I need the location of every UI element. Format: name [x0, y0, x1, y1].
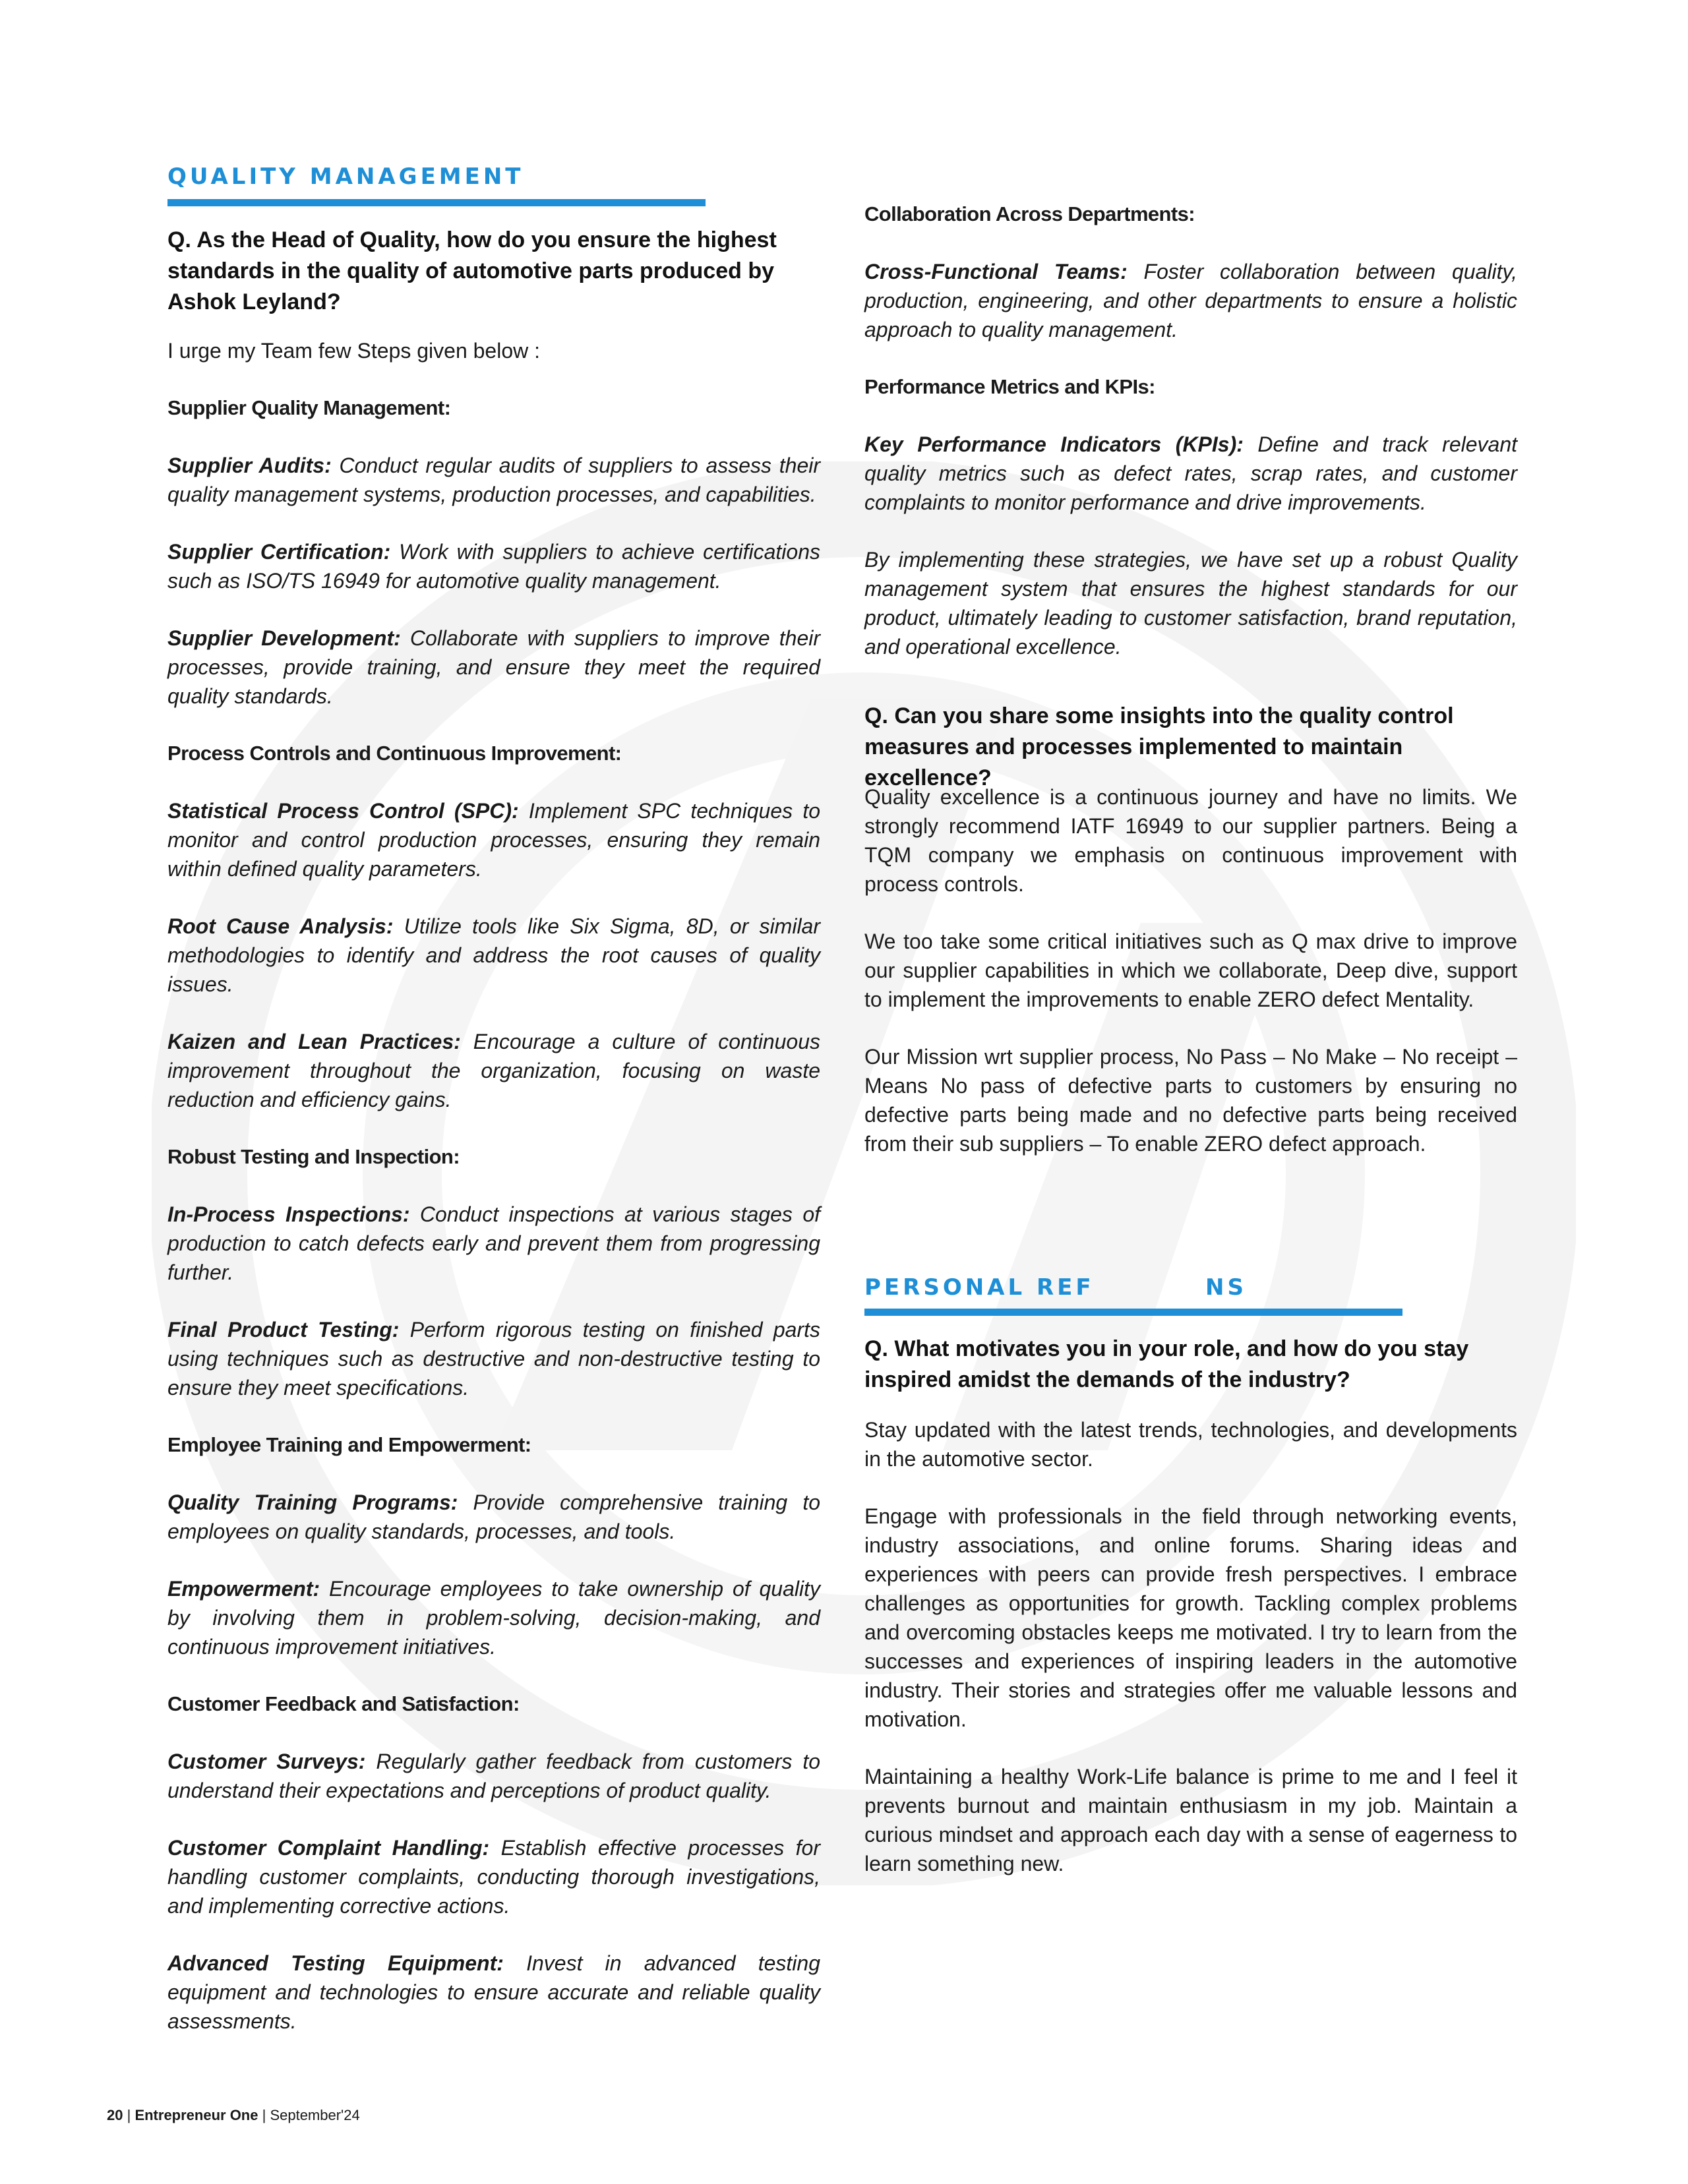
strategy-item-text: Work with suppliers to achieve certifications such as ISO/TS 16949 for automotive quality management. — [167, 540, 821, 593]
strategy-item-text: Invest in advanced testing equipment and technologies to ensure accurate and reliable quality assessments. — [167, 1951, 821, 2033]
strategy-item-label: Root Cause Analysis: — [167, 914, 394, 938]
strategy-item-label: Supplier Development: — [167, 626, 401, 650]
strategy-item-text: Conduct inspections at various stages of production to catch defects early and prevent them from progressing further. — [167, 1202, 821, 1284]
answer-2-paragraph: Our Mission wrt supplier process, No Pass – No Make – No receipt – Means No pass of defective parts to customers by ensuring no defective parts being made and no defective parts being received from their sub suppliers – To enable ZERO defect approach. — [864, 1045, 1517, 1156]
strategy-item-label: Kaizen and Lean Practices: — [167, 1030, 461, 1053]
answer-3-paragraph: Stay updated with the latest trends, technologies, and developments in the automotive sector. — [864, 1418, 1517, 1471]
answer-2 — [864, 782, 1517, 1187]
intro-text: I urge my Team few Steps given below : — [167, 339, 541, 363]
question-1: Q. As the Head of Quality, how do you ensure the highest standards in the quality of automotive parts produced by Ashok Leyland? — [167, 227, 777, 314]
left-flow — [167, 336, 820, 2064]
strategy-item — [167, 624, 820, 711]
question-2: Q. Can you share some insights into the quality control measures and processes implemented to maintain excellence? — [864, 703, 1454, 790]
strategy-item-text: Establish effective processes for handling customer complaints, conducting thorough investigations, and implementing corrective actions. — [167, 1836, 821, 1918]
subheading: Employee Training and Empowerment: — [167, 1433, 531, 1456]
answer-2-paragraph: Quality excellence is a continuous journey and have no limits. We strongly recommend IATF 16949 to our supplier partners. Being a TQM company we emphasis on continuous improvement with process controls. — [864, 785, 1517, 896]
strategy-item — [167, 1315, 820, 1402]
strategy-item-text: Collaborate with suppliers to improve their processes, provide training, and ensure they meet the required quality standards. — [167, 626, 821, 708]
strategy-item-label: In-Process Inspections: — [167, 1202, 410, 1226]
subheading: Robust Testing and Inspection: — [167, 1145, 460, 1168]
page-number: 20 — [107, 2107, 123, 2123]
strategy-item-label: Empowerment: — [167, 1577, 320, 1601]
right-flow-top — [864, 200, 1517, 690]
strategy-item-label: Cross-Functional Teams: — [864, 260, 1128, 283]
strategy-item — [167, 1027, 820, 1114]
section-rule — [864, 1309, 1402, 1316]
strategy-item — [167, 1574, 820, 1661]
strategy-item — [167, 537, 820, 595]
left-groups — [167, 394, 820, 2036]
strategy-item — [864, 257, 1517, 344]
strategy-item-label: Key Performance Indicators (KPIs): — [864, 432, 1244, 456]
section-rule — [167, 199, 706, 206]
answer-3-paragraph: Engage with professionals in the field through networking events, industry associations, and online forums. Sharing ideas and experiences with peers can provide fresh perspectives. I embrace challenges as opportunities for growth. Tackling complex problems and overcoming obstacles keeps me motivated. I try to learn from the successes and experiences of inspiring leaders in the automotive industry. Their stories and strategies offer me valuable lessons and motivation. — [864, 1504, 1517, 1731]
section-title-personal-reflections: PERSONAL REF NS — [864, 1274, 1247, 1301]
strategy-item — [167, 796, 820, 883]
strategy-item-text: Define and track relevant quality metrics such as defect rates, scrap rates, and customer complaints to monitor performance and drive improvements. — [864, 432, 1518, 514]
subheading: Performance Metrics and KPIs: — [864, 375, 1155, 398]
subheading: Collaboration Across Departments: — [864, 202, 1195, 225]
section-title-quality-management: QUALITY MANAGEMENT — [167, 163, 524, 190]
subheading: Process Controls and Continuous Improvement: — [167, 742, 622, 765]
answer-2-paragraph: We too take some critical initiatives such as Q max drive to improve our supplier capabilities in which we collaborate, Deep dive, support to implement the improvements to enable ZERO defect Mentality. — [864, 930, 1517, 1011]
strategy-item-text: Encourage employees to take ownership of quality by involving them in problem-solving, decision-making, and continuous improvement initiatives. — [167, 1577, 820, 1659]
strategy-item — [167, 1200, 820, 1287]
strategy-item-label: Statistical Process Control (SPC): — [167, 799, 519, 823]
strategy-item — [167, 1949, 820, 2036]
strategy-item — [167, 1833, 820, 1920]
strategy-item-text: Conduct regular audits of suppliers to assess their quality management systems, production processes, and capabilities. — [167, 454, 821, 506]
strategy-item-text: Encourage a culture of continuous improvement throughout the organization, focusing on waste reduction and efficiency gains. — [167, 1030, 821, 1111]
question-3: Q. What motivates you in your role, and how do you stay inspired amidst the demands of the industry? — [864, 1336, 1469, 1392]
footer-separator: | — [258, 2107, 270, 2123]
strategy-item-text: Implement SPC techniques to monitor and control production processes, ensuring they remain within defined quality parameters. — [167, 799, 821, 881]
strategy-item — [864, 430, 1517, 517]
strategy-item — [167, 451, 820, 509]
strategy-item-label: Supplier Certification: — [167, 540, 391, 564]
answer-3-paragraph: Maintaining a healthy Work-Life balance is prime to me and I feel it prevents burnout and maintain enthusiasm in my job. Maintain a curious mindset and approach each day with a sense of eagerness to learn something new. — [864, 1765, 1517, 1875]
subheading: Supplier Quality Management: — [167, 396, 451, 419]
strategy-item-text: Regularly gather feedback from customers to understand their expectations and perceptions of product quality. — [167, 1750, 821, 1802]
strategy-item-label: Customer Surveys: — [167, 1750, 366, 1773]
strategy-item-label: Quality Training Programs: — [167, 1490, 458, 1514]
strategy-item-text: Provide comprehensive training to employees on quality standards, processes, and tools. — [167, 1490, 820, 1543]
page-footer — [107, 2107, 360, 2124]
answer-3 — [864, 1415, 1517, 1906]
subheading: Customer Feedback and Satisfaction: — [167, 1692, 520, 1715]
strategy-item — [167, 912, 820, 999]
strategy-item — [167, 1747, 820, 1805]
footer-separator: | — [123, 2107, 135, 2123]
strategy-item-text: Foster collaboration between quality, production, engineering, and other departments to ensure a holistic approach to quality management. — [864, 260, 1518, 341]
magazine-name: Entrepreneur One — [135, 2107, 258, 2123]
issue-date: September'24 — [270, 2107, 360, 2123]
strategy-item-label: Final Product Testing: — [167, 1318, 400, 1342]
strategy-item-text: Perform rigorous testing on finished parts using techniques such as destructive and non-destructive testing to ensure they meet specifications. — [167, 1318, 821, 1400]
strategy-item-label: Supplier Audits: — [167, 454, 332, 477]
strategy-item-label: Advanced Testing Equipment: — [167, 1951, 504, 1975]
strategy-item-text: Utilize tools like Six Sigma, 8D, or similar methodologies to identify and address the root causes of quality issues. — [167, 914, 821, 996]
strategy-item-label: Customer Complaint Handling: — [167, 1836, 490, 1860]
conclusion-text: By implementing these strategies, we have set up a robust Quality management system that ensures the highest standards for our product, ultimately leading to customer satisfaction, brand reputation, and operational excellence. — [864, 548, 1517, 659]
right-groups — [864, 200, 1517, 517]
strategy-item — [167, 1488, 820, 1546]
